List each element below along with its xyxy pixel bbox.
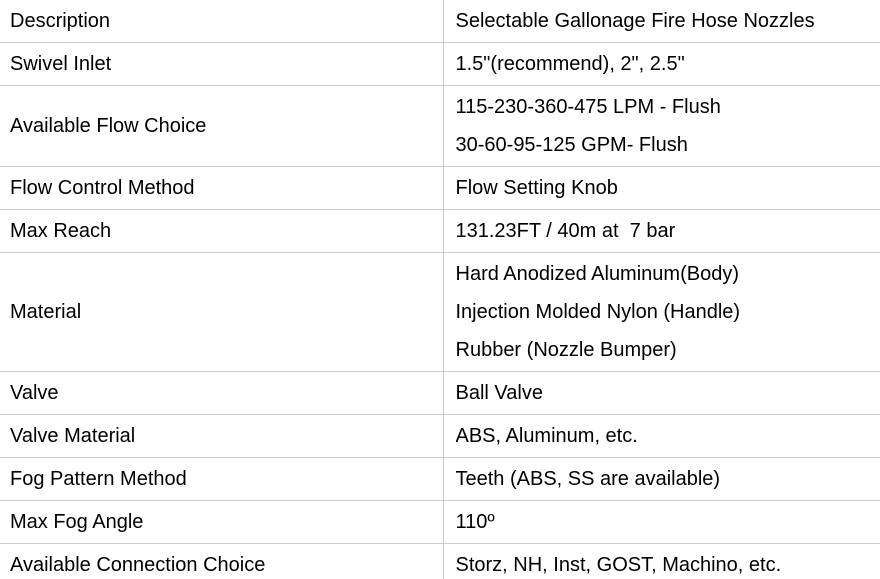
spec-value-line: 30-60-95-125 GPM- Flush [455, 134, 688, 156]
spec-value-cell [443, 501, 880, 544]
spec-label-cell [0, 167, 443, 210]
spec-value-line: Injection Molded Nylon (Handle) [455, 301, 741, 323]
spec-value-line: Ball Valve [455, 382, 543, 404]
spec-value-cell [443, 43, 880, 86]
spec-label: Fog Pattern Method [10, 468, 187, 490]
spec-label-cell [0, 501, 443, 544]
spec-value-line: Storz, NH, Inst, GOST, Machino, etc. [455, 554, 782, 576]
spec-label: Max Fog Angle [10, 511, 144, 533]
spec-label: Valve [10, 382, 59, 404]
spec-value-cell [443, 86, 880, 167]
spec-value-cell [443, 458, 880, 501]
spec-value-cell [443, 167, 880, 210]
spec-label-cell [0, 86, 443, 167]
table-row [0, 167, 880, 210]
spec-label: Swivel Inlet [10, 53, 112, 75]
table-row [0, 43, 880, 86]
spec-value-cell [443, 544, 880, 579]
spec-label: Available Connection Choice [10, 554, 266, 576]
spec-label-cell [0, 253, 443, 372]
spec-value-line: Selectable Gallonage Fire Hose Nozzles [455, 10, 815, 32]
spec-value-line: 110º [455, 511, 495, 533]
spec-value-line: 1.5"(recommend), 2", 2.5" [455, 53, 685, 75]
spec-value-line: 131.23FT / 40m at 7 bar [455, 220, 676, 242]
spec-label: Available Flow Choice [10, 115, 207, 137]
spec-value-line: Teeth (ABS, SS are available) [455, 468, 721, 490]
table-row [0, 458, 880, 501]
spec-label: Flow Control Method [10, 177, 195, 199]
spec-value-line: Flow Setting Knob [455, 177, 618, 199]
spec-label-cell [0, 210, 443, 253]
spec-label: Max Reach [10, 220, 112, 242]
spec-value-cell [443, 253, 880, 372]
spec-value-cell [443, 0, 880, 43]
spec-value-cell [443, 415, 880, 458]
table-row [0, 372, 880, 415]
spec-value-line: 115-230-360-475 LPM - Flush [455, 96, 721, 118]
spec-label-cell [0, 0, 443, 43]
table-row [0, 501, 880, 544]
spec-label-cell [0, 544, 443, 579]
spec-label-cell [0, 372, 443, 415]
table-row [0, 0, 880, 43]
spec-value-line: Hard Anodized Aluminum(Body) [455, 263, 739, 285]
spec-label: Description [10, 10, 111, 32]
table-row [0, 415, 880, 458]
spec-value-line: Rubber (Nozzle Bumper) [455, 339, 677, 361]
table-row [0, 544, 880, 579]
spec-label: Valve Material [10, 425, 136, 447]
table-row [0, 253, 880, 372]
spec-value-line: ABS, Aluminum, etc. [455, 425, 638, 447]
spec-label-cell [0, 43, 443, 86]
table-row [0, 86, 880, 167]
table-row [0, 210, 880, 253]
spec-label-cell [0, 458, 443, 501]
spec-label: Material [10, 301, 82, 323]
spec-value-cell [443, 210, 880, 253]
spec-value-cell [443, 372, 880, 415]
spec-label-cell [0, 415, 443, 458]
